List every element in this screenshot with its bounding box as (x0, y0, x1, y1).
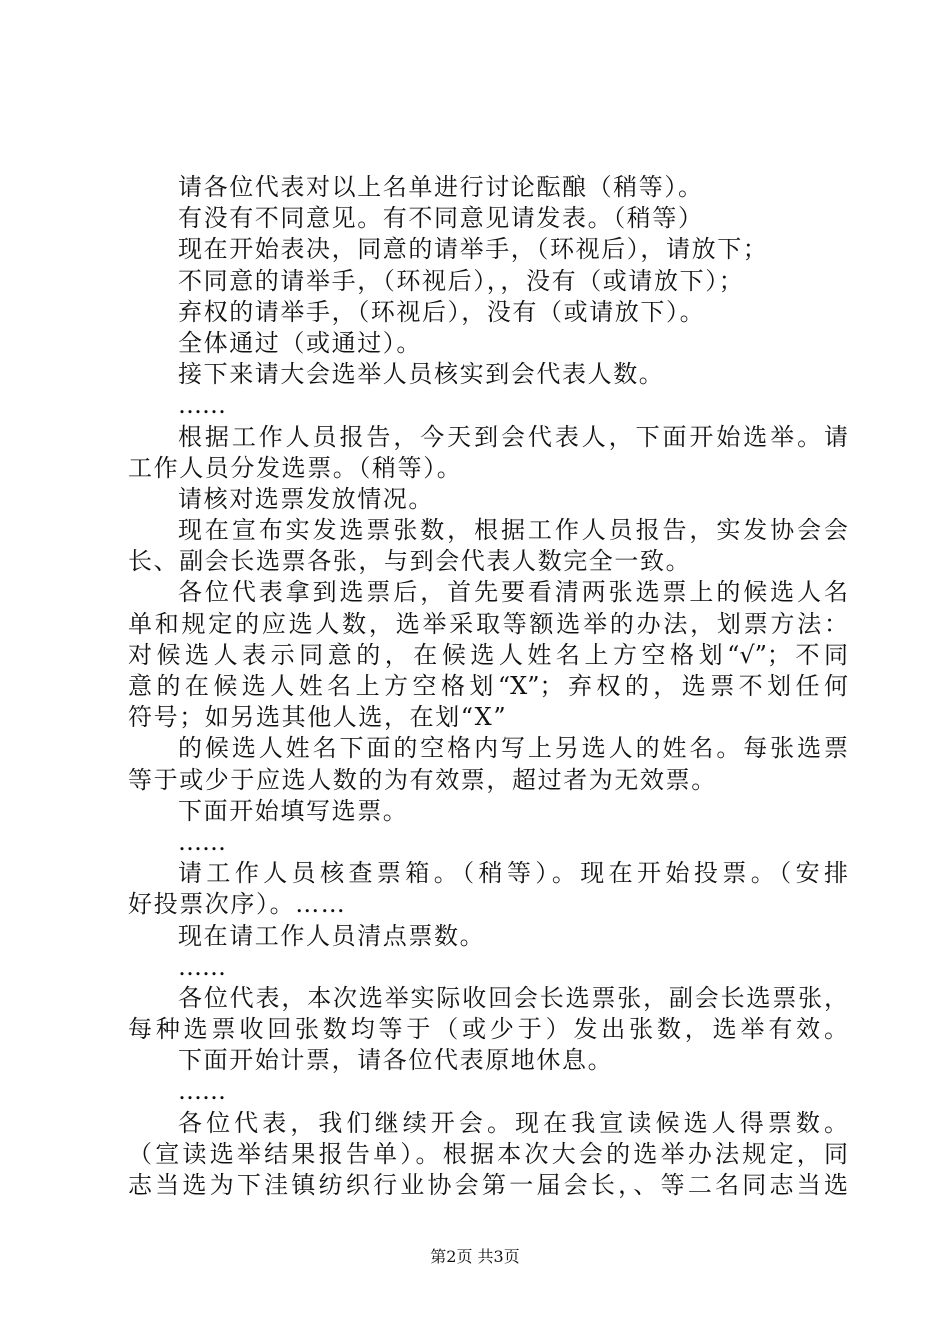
text-line: 请工作人员核查票箱。（稍等）。现在开始投票。（安排 (178, 859, 848, 888)
text-line: 不同意的请举手，（环视后），，没有（或请放下）； (178, 266, 745, 295)
text-line: 志当选为下洼镇纺织行业协会第一届会长，、等二名同志当选 (128, 1171, 848, 1199)
text-line: 各位代表，我们继续开会。现在我宣读候选人得票数。 (178, 1108, 848, 1137)
text-line: 的候选人姓名下面的空格内写上另选人的姓名。每张选票 (178, 734, 848, 763)
ellipsis-line: …… (178, 827, 226, 856)
text-line: 全体通过（或通过）。 (178, 328, 422, 357)
text-line: 接下来请大会选举人员核实到会代表人数。 (178, 360, 665, 389)
text-line: 每种选票收回张数均等于（或少于）发出张数，选举有效。 (128, 1015, 848, 1044)
text-line: 长、副会长选票各张，与到会代表人数完全一致。 (128, 547, 692, 576)
text-line: 好投票次序）。…… (128, 890, 347, 919)
text-line: 有没有不同意见。有不同意见请发表。（稍等） (178, 204, 704, 233)
text-line: 请核对选票发放情况。 (178, 484, 434, 513)
text-line: 现在请工作人员清点票数。 (178, 921, 486, 950)
document-body (128, 172, 848, 1201)
text-line: 弃权的请举手，（环视后），没有（或请放下）。 (178, 297, 706, 326)
text-line: 下面开始计票，请各位代表原地休息。 (178, 1046, 614, 1075)
text-line: 符号；如另选其他人选，在划“X” (128, 703, 508, 732)
text-line: 各位代表拿到选票后，首先要看清两张选票上的候选人名 (178, 578, 848, 607)
text-line: 等于或少于应选人数的为有效票，超过者为无效票。 (128, 765, 717, 794)
text-line: 意的在候选人姓名上方空格划“X”；弃权的，选票不划任何 (128, 672, 848, 700)
text-line: 下面开始填写选票。 (178, 796, 409, 825)
page-number-footer: 第2页 共3页 (430, 1247, 520, 1266)
text-line: （宣读选举结果报告单）。根据本次大会的选举办法规定，同 (128, 1139, 848, 1168)
text-line: 现在开始表决，同意的请举手，（环视后），请放下； (178, 235, 769, 264)
text-line: 单和规定的应选人数，选举采取等额选举的办法，划票方法： (128, 609, 848, 638)
text-line: 对候选人表示同意的，在候选人姓名上方空格划“√”；不同 (128, 640, 848, 669)
ellipsis-line: …… (178, 1077, 226, 1106)
text-line: 现在宣布实发选票张数，根据工作人员报告，实发协会会 (178, 516, 848, 545)
text-line: 根据工作人员报告，今天到会代表人，下面开始选举。请 (178, 422, 848, 451)
ellipsis-line: …… (178, 391, 226, 420)
text-line: 各位代表，本次选举实际收回会长选票张，副会长选票张， (178, 983, 848, 1012)
text-line: 请各位代表对以上名单进行讨论酝酿（稍等）。 (178, 173, 704, 201)
text-line: 工作人员分发选票。（稍等）。 (128, 453, 463, 482)
ellipsis-line: …… (178, 952, 226, 981)
